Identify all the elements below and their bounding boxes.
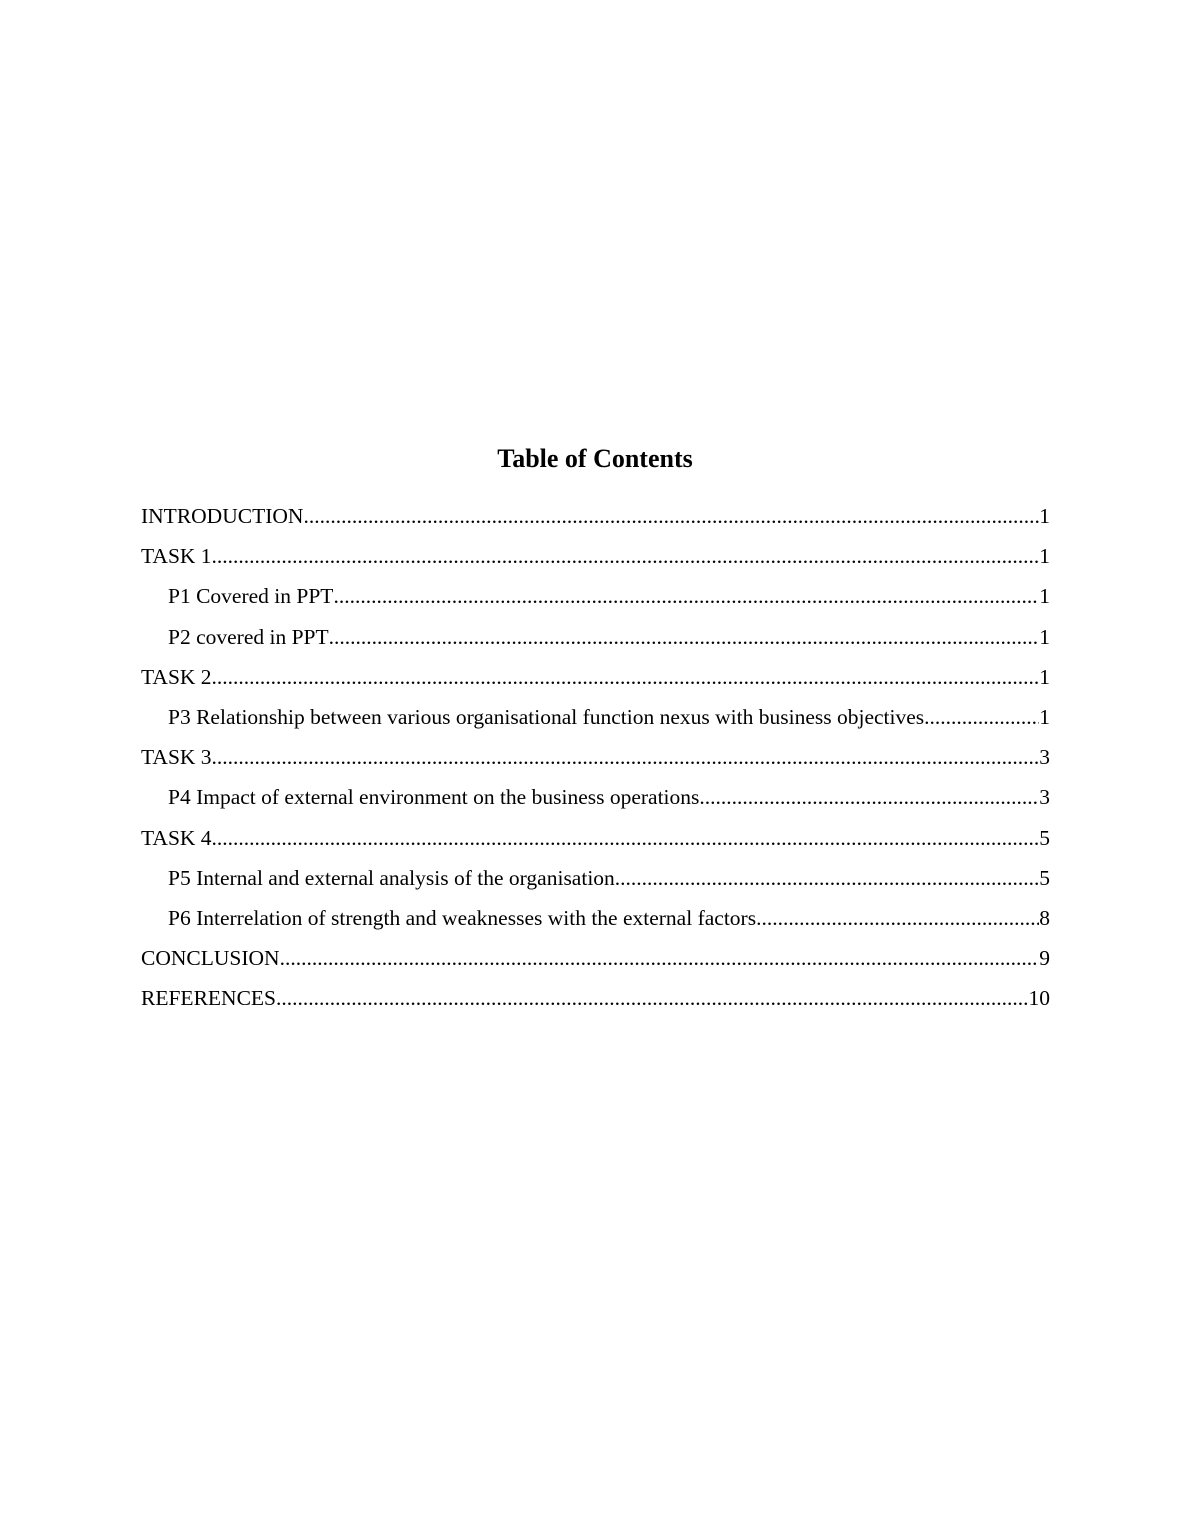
- toc-entry-label: TASK 3: [141, 745, 212, 770]
- toc-entry-p1[interactable]: [141, 580, 1050, 620]
- toc-entry-page: 1: [1039, 664, 1050, 689]
- toc-entry-p4[interactable]: [141, 781, 1050, 821]
- toc-entry-references[interactable]: [141, 982, 1050, 1022]
- toc-dot-leader: [333, 580, 1039, 612]
- toc-entry-label: TASK 4: [141, 825, 212, 850]
- toc-dot-leader: [699, 781, 1039, 813]
- toc-dot-leader: [615, 862, 1039, 894]
- toc-entry-label: P3 Relationship between various organisational function nexus with business objectives: [168, 704, 925, 729]
- toc-dot-leader: [280, 942, 1040, 974]
- toc-dot-leader: [756, 902, 1039, 934]
- toc-entry-page: 10: [1028, 986, 1050, 1011]
- toc-entry-p3[interactable]: [141, 701, 1050, 741]
- toc-entry-label: CONCLUSION: [141, 946, 280, 971]
- toc-entry-p2[interactable]: [141, 621, 1050, 661]
- toc-entry-page: 1: [1039, 704, 1050, 729]
- toc-entry-page: 3: [1039, 785, 1050, 810]
- toc-title: Table of Contents: [497, 444, 693, 473]
- toc-entry-task-4[interactable]: [141, 822, 1050, 862]
- toc-entry-page: 1: [1039, 504, 1050, 528]
- toc-entry-label: P6 Interrelation of strength and weaknesses with the external factors: [168, 905, 757, 930]
- toc-entry-label: TASK 1: [141, 544, 212, 569]
- toc-entry-label: P5 Internal and external analysis of the organisation: [168, 865, 615, 890]
- toc-entry-page: 5: [1039, 825, 1050, 850]
- toc-list: [141, 500, 1050, 1022]
- toc-entry-page: 3: [1039, 745, 1050, 770]
- toc-dot-leader: [212, 822, 1040, 854]
- toc-entry-label: REFERENCES: [141, 986, 276, 1011]
- toc-entry-introduction[interactable]: [141, 500, 1050, 540]
- toc-entry-task-2[interactable]: [141, 661, 1050, 701]
- toc-entry-page: 1: [1039, 584, 1050, 609]
- toc-entry-label: P1 Covered in PPT: [168, 584, 334, 609]
- toc-entry-task-3[interactable]: [141, 741, 1050, 781]
- toc-entry-label: P2 covered in PPT: [168, 624, 329, 649]
- toc-entry-page: 9: [1039, 946, 1050, 971]
- toc-entry-page: 8: [1039, 905, 1050, 930]
- toc-entry-label: TASK 2: [141, 664, 212, 689]
- toc-dot-leader: [276, 982, 1029, 1014]
- toc-dot-leader: [303, 500, 1039, 532]
- toc-dot-leader: [212, 661, 1040, 693]
- toc-entry-p5[interactable]: [141, 862, 1050, 902]
- toc-entry-task-1[interactable]: [141, 540, 1050, 580]
- toc-entry-conclusion[interactable]: [141, 942, 1050, 982]
- toc-entry-label: INTRODUCTION: [141, 504, 304, 528]
- toc-entry-page: 1: [1039, 624, 1050, 649]
- toc-entry-page: 5: [1039, 865, 1050, 890]
- toc-entry-page: 1: [1039, 544, 1050, 569]
- toc-dot-leader: [329, 621, 1040, 653]
- toc-entry-label: P4 Impact of external environment on the business operations: [168, 785, 700, 810]
- toc-dot-leader: [212, 741, 1040, 773]
- toc-dot-leader: [924, 701, 1039, 733]
- toc-dot-leader: [212, 540, 1040, 572]
- toc-entry-p6[interactable]: [141, 902, 1050, 942]
